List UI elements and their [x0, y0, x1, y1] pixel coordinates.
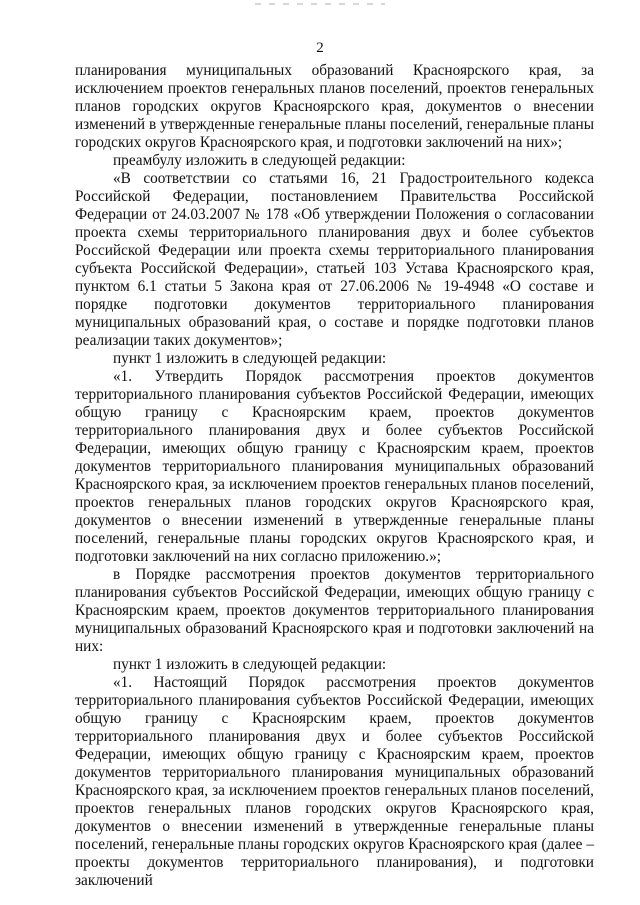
paragraph-order-point1-text: «1. Настоящий Порядок рассмотрения проектов документов территориального планирования субъектов Российской Федерации, имеющих общую границу с Красноярским краем, проектов документов территориального планирования двух и более субъектов Российской Федерации, имеющих общую границу с Красноярским краем, проектов документов территориального планирования муниципальных образований Красноярского края, за исключением проектов генеральных планов поселений, проектов генеральных планов городских округов Красноярского края, документов о внесении изменений в утвержденные генеральные планы поселений, генеральные планы городских округов Красноярского края (далее – проекты документов территориального планирования), и подготовки заключений: [75, 674, 594, 889]
scan-artifact: [255, 3, 385, 5]
paragraph-point1-text: «1. Утвердить Порядок рассмотрения проектов документов территориального планирования субъектов Российской Федерации, имеющих общую границу с Красноярским краем, проектов документов территориального планирования двух и более субъектов Российской Федерации, имеющих общую границу с Красноярским краем, проектов документов территориального планирования муниципальных образований Красноярского края, за исключением проектов генеральных планов поселений, проектов генеральных планов городских округов Красноярского края, документов о внесении изменений в утвержденные генеральные планы поселений, генеральные планы городских округов Красноярского края, и подготовки заключений на них согласно приложению.»;: [75, 368, 594, 565]
page-number: 2: [316, 40, 324, 56]
paragraph-continuation: планирования муниципальных образований Красноярского края, за исключением проектов генеральных планов поселений, проектов генеральных планов городских округов Красноярского края, документов о внесении изменений в утвержденные генеральные планы поселений, генеральные планы городских округов Красноярского края, и подготовки заключений на них»;: [75, 62, 594, 151]
paragraph-order-amendment: в Порядке рассмотрения проектов документов территориального планирования субъектов Российской Федерации, имеющих общую границу с Красноярским краем, проектов документов территориального планирования муниципальных образований Красноярского края и подготовки заключений на них:: [75, 566, 594, 655]
paragraph-point1-instruction: пункт 1 изложить в следующей редакции:: [113, 350, 387, 367]
document-body: [75, 62, 594, 890]
paragraph-preamble-text: «В соответствии со статьями 16, 21 Градостроительного кодекса Российской Федерации, постановлением Правительства Российской Федерации от 24.03.2007 № 178 «Об утверждении Положения о согласовании проекта схемы территориального планирования двух и более субъектов Российской Федерации или проекта схемы территориального планирования субъекта Российской Федерации», статьей 103 Устава Красноярского края, пунктом 6.1 статьи 5 Закона края от 27.06.2006 № 19-4948 «О составе и порядке подготовки документов территориального планирования муниципальных образований края, о составе и порядке подготовки планов реализации таких документов»;: [75, 170, 594, 349]
paragraph-preamble-instruction: преамбулу изложить в следующей редакции:: [113, 152, 406, 169]
paragraph-order-point1-instruction: пункт 1 изложить в следующей редакции:: [113, 656, 387, 673]
